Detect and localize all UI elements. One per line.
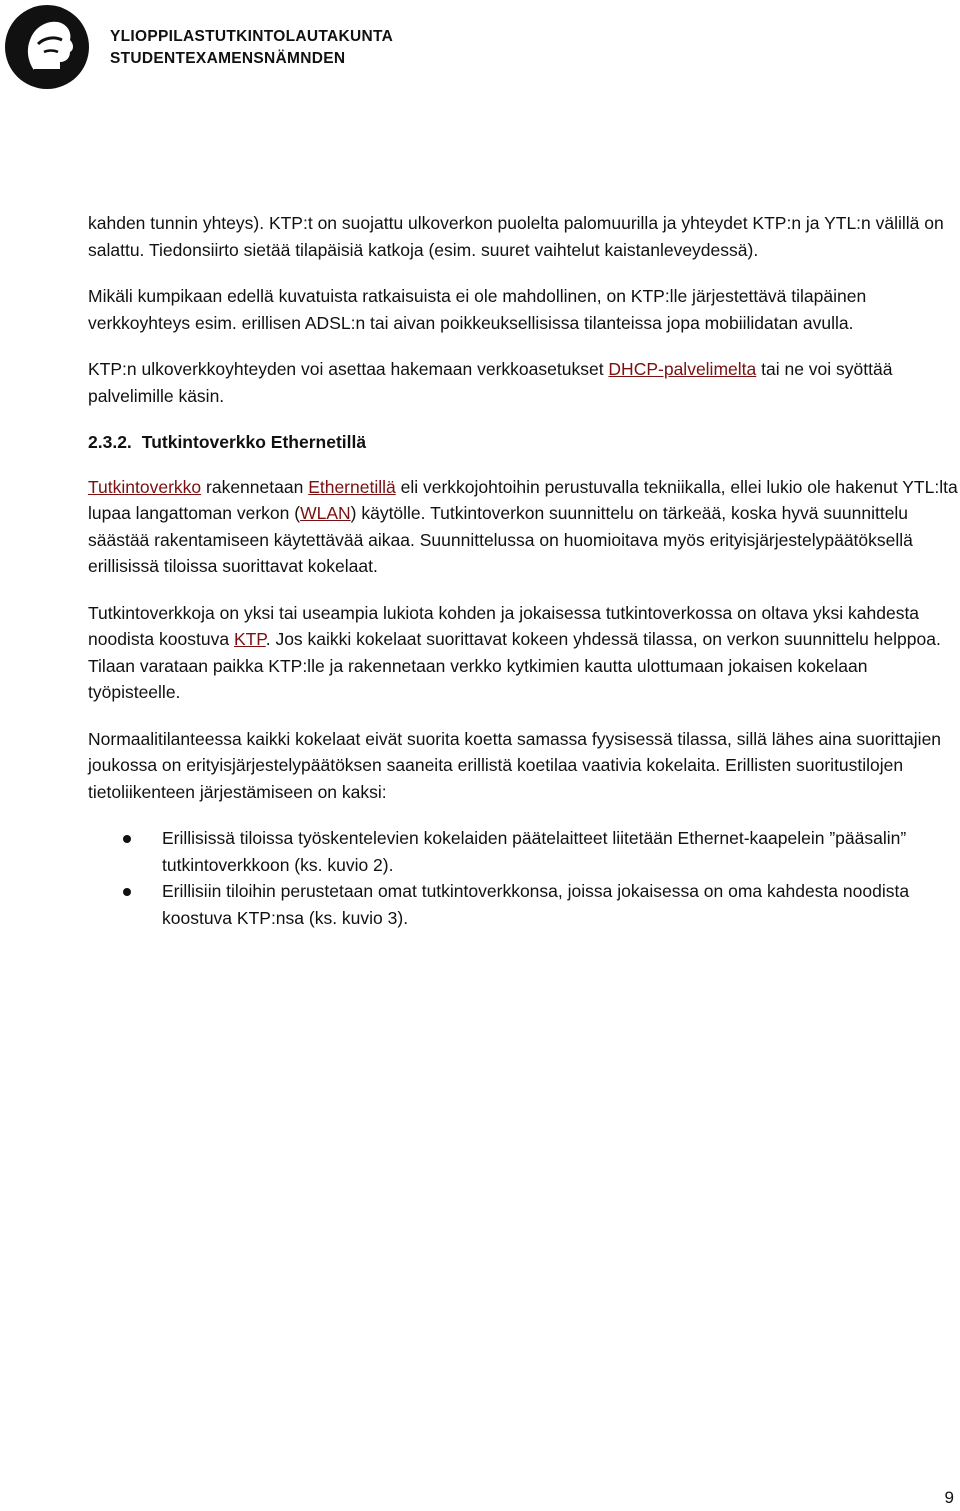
list-item [88, 878, 958, 931]
organization-names [110, 26, 393, 70]
helmet-profile-logo-icon [4, 4, 90, 90]
paragraph-5-text-a: Tutkintoverkkoja on yksi tai useampia lukiota kohden ja jokaisessa tutkintoverkossa on oltava yksi kahdesta noodista koostuva [88, 602, 920, 649]
paragraph-6: Normaalitilanteessa kaikki kokelaat eivät suorita koetta samassa fyysisessä tilassa, sillä lähes aina suorittajien joukossa on erityisjärjestelypäätöksen saaneita erillistä koetilaa vaativia kokelaita. Erillisten suoritustilojen tietoliikenteen järjestämiseen on kaksi: [88, 728, 942, 802]
list-item [88, 825, 958, 878]
paragraph-3 [88, 356, 958, 409]
bullet-icon [123, 835, 131, 843]
dhcp-link[interactable]: DHCP-palvelimelta [608, 359, 757, 379]
section-number: 2.3.2. [88, 432, 132, 452]
paragraph-4-text-b: eli verkkojohtoihin perustuvalla tekniikalla, ellei lukio ole hakenut YTL:lta lupaa langattoman verkon ( [88, 476, 958, 523]
tutkintoverkko-link[interactable]: Tutkintoverkko [88, 476, 202, 497]
paragraph-4-text-a: rakennetaan [201, 476, 309, 497]
ktp-link[interactable]: KTP [233, 629, 266, 649]
section-title: Tutkintoverkko Ethernetillä [141, 432, 367, 452]
page-header [0, 0, 960, 90]
page-number: 9 [944, 1488, 954, 1507]
paragraph-4 [88, 474, 958, 580]
paragraph-3-text-a: KTP:n ulkoverkkoyhteyden voi asettaa hakemaan verkkoasetukset [88, 359, 609, 379]
section-heading [88, 429, 958, 456]
paragraph-2: Mikäli kumpikaan edellä kuvatuista ratkaisuista ei ole mahdollinen, on KTP:lle järjestettävä tilapäinen verkkoyhteys esim. erillisen ADSL:n tai aivan poikkeuksellisissa tilanteissa jopa mobiilidatan avulla. [88, 286, 867, 333]
paragraph-1: kahden tunnin yhteys). KTP:t on suojattu ulkoverkon puolelta palomuurilla ja yhteydet KTP:n ja YTL:n välillä on salattu. Tiedonsiirto sietää tilapäisiä katkoja (esim. suuret vaihtelut kaistanleveydessä). [88, 213, 944, 260]
org-name-swedish: STUDENTEXAMENSNÄMNDEN [110, 50, 346, 67]
bullet-list [88, 825, 958, 931]
wlan-link[interactable]: WLAN [300, 503, 351, 523]
paragraph-5 [88, 600, 958, 706]
list-item-text: Erillisiin tiloihin perustetaan omat tutkintoverkkonsa, joissa jokaisessa on oma kahdesta noodista koostuva KTP:nsa (ks. kuvio 3). [162, 881, 910, 928]
list-item-text: Erillisissä tiloissa työskentelevien kokelaiden päätelaitteet liitetään Ethernet-kaapelein ”pääsalin” tutkintoverkkoon (ks. kuvio 2). [162, 828, 907, 875]
paragraph-3-text-b: tai ne voi syöttää palvelimille käsin. [88, 359, 893, 406]
paragraph-5-text-b: . Jos kaikki kokelaat suorittavat kokeen yhdessä tilassa, on verkon suunnittelu helppoa. Tilaan varataan paikka KTP:lle ja rakennetaan verkko kytkimien kautta ulottumaan jokaisen kokelaan työpisteelle. [88, 629, 941, 702]
paragraph-4-text-c: ) käytölle. Tutkintoverkon suunnittelu on tärkeää, koska hyvä suunnittelu säästää rakentamiseen käytettävää aikaa. Suunnittelussa on huomioitava myös erityisjärjestelypäätöksellä erillisissä tiloissa suorittavat kokelaat. [88, 503, 913, 576]
ethernet-link[interactable]: Ethernetillä [308, 476, 396, 497]
document-body [88, 210, 958, 931]
bullet-icon [123, 888, 131, 896]
org-name-finnish: YLIOPPILASTUTKINTOLAUTAKUNTA [110, 28, 394, 45]
